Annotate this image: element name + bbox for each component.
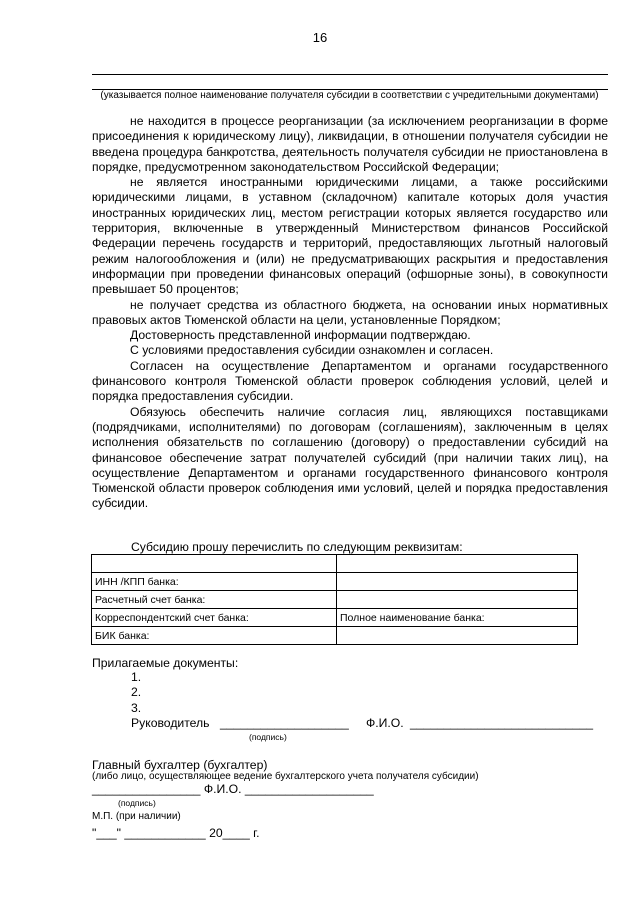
page-number: 16 bbox=[312, 30, 328, 45]
declaration-body bbox=[92, 114, 608, 512]
table-row bbox=[92, 591, 578, 609]
accountant-note: (либо лицо, осуществляющее ведение бухгалтерского учета получателя субсидии) bbox=[92, 771, 479, 782]
table-cell bbox=[337, 555, 578, 573]
accountant-fio-line: ___________________ bbox=[244, 782, 374, 796]
accountant-signature-line: ________________ bbox=[92, 782, 201, 796]
bank-name-label: Полное наименование банка: bbox=[337, 609, 578, 627]
list-item: 1. bbox=[131, 670, 142, 684]
paragraph: не получает средства из областного бюджета, на основании иных нормативных правовых актов Тюменской области на цели, установленные Порядком; bbox=[92, 297, 608, 327]
accountant-fio-label: Ф.И.О. bbox=[203, 782, 242, 796]
table-row bbox=[92, 627, 578, 645]
paragraph: не является иностранными юридическими лицами, а также российскими юридическими лицами, в уставном (складочном) капитале которых доля участия иностранных юридических лиц, местом регистрации которых является государство или территория, включенные в утвержденный Министерством финансов Российской Федерации перечень государств и территорий, предоставляющих льготный налоговый режим налогообложения и (или) не предусматривающих раскрытия и предоставления информации при проведении финансовых операций (офшорные зоны), в совокупности превышает 50 процентов; bbox=[92, 175, 608, 297]
paragraph: С условиями предоставления субсидии ознакомлен и согласен. bbox=[130, 343, 494, 358]
bik-label: БИК банка: bbox=[92, 627, 337, 645]
table-cell bbox=[337, 627, 578, 645]
attached-documents-list bbox=[131, 670, 141, 716]
accountant-signature-row bbox=[92, 782, 374, 796]
paragraph: не находится в процессе реорганизации (за исключением реорганизации в форме присоединения к юридическому лицу), ликвидации, в отношении получателя субсидии не введена процедура банкротства, деятельность получателя субсидии не приостановлена в порядке, предусмотренном законодательством Российской Федерации; bbox=[92, 114, 608, 174]
corr-account-label: Корреспондентский счет банка: bbox=[92, 609, 337, 627]
paragraph: Достоверность представленной информации подтверждаю. bbox=[130, 328, 471, 343]
table-row bbox=[92, 555, 578, 573]
account-label: Расчетный счет банка: bbox=[92, 591, 337, 609]
table-row bbox=[92, 609, 578, 627]
table-row bbox=[92, 573, 578, 591]
paragraph: Обязуюсь обеспечить наличие согласия лиц, являющихся поставщиками (подрядчиками, исполнителями) по договорам (соглашениям), заключенным в целях исполнения обязательств по соглашению (договору) о предоставлении субсидий на финансовое обеспечение затрат получателей субсидий (при наличии таких лиц), на осуществление Департаментом и органами государственного финансового контроля Тюменской области проверок соблюдения ими условий, целей и порядка предоставления субсидии. bbox=[92, 404, 608, 511]
head-signature-note: (подпись) bbox=[249, 732, 287, 742]
inn-kpp-label: ИНН /КПП банка: bbox=[92, 573, 337, 591]
recipient-name-line-1 bbox=[92, 74, 608, 75]
stamp-note: М.П. (при наличии) bbox=[92, 811, 181, 822]
accountant-signature-note: (подпись) bbox=[118, 798, 156, 808]
head-label: Руководитель bbox=[131, 716, 210, 730]
table-cell bbox=[337, 573, 578, 591]
head-fio-line: ___________________________ bbox=[410, 716, 594, 730]
list-item: 2. bbox=[131, 685, 142, 700]
requisites-title: Субсидию прошу перечислить по следующим реквизитам: bbox=[131, 540, 463, 554]
paragraph: Согласен на осуществление Департаментом и органами государственного финансового контроля Тюменской области проверок соблюдения условий, целей и порядка предоставления субсидии. bbox=[92, 358, 608, 404]
recipient-caption: (указывается полное наименование получателя субсидии в соответствии с учредительными документами) bbox=[100, 90, 599, 101]
requisites-table bbox=[91, 554, 578, 645]
table-cell bbox=[337, 591, 578, 609]
attached-documents-title: Прилагаемые документы: bbox=[92, 656, 239, 670]
accountant-title: Главный бухгалтер (бухгалтер) bbox=[92, 758, 268, 772]
head-signature-line: ___________________ bbox=[220, 716, 349, 730]
head-fio-label: Ф.И.О. bbox=[366, 716, 404, 730]
list-item: 3. bbox=[131, 700, 142, 715]
date-line: "___" ____________ 20____ г. bbox=[92, 826, 260, 840]
table-cell bbox=[92, 555, 337, 573]
